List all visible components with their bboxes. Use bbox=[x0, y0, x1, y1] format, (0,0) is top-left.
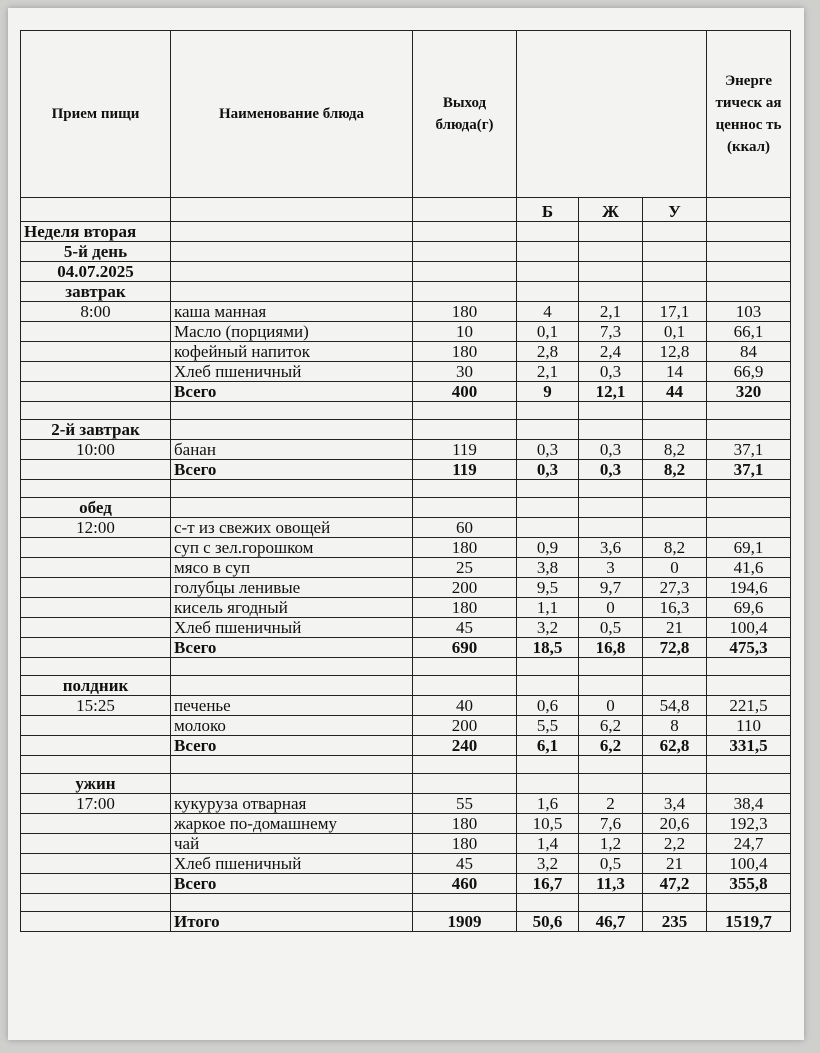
total-u: 72,8 bbox=[643, 638, 707, 658]
empty-cell bbox=[21, 480, 171, 498]
dish-dish: Хлеб пшеничный bbox=[171, 854, 413, 874]
dish-b bbox=[517, 518, 579, 538]
total-zh: 0,3 bbox=[579, 460, 643, 480]
meal-time: 17:00 bbox=[21, 794, 171, 814]
empty-cell bbox=[707, 676, 791, 696]
total-label: Всего bbox=[171, 382, 413, 402]
empty-cell bbox=[579, 676, 643, 696]
dish-kcal: 100,4 bbox=[707, 854, 791, 874]
dish-dish: жаркое по-домашнему bbox=[171, 814, 413, 834]
meal-name-row bbox=[21, 420, 791, 440]
dish-zh: 2 bbox=[579, 794, 643, 814]
empty-cell bbox=[21, 736, 171, 756]
date-row bbox=[21, 262, 791, 282]
total-kcal: 320 bbox=[707, 382, 791, 402]
grand-total-zh: 46,7 bbox=[579, 912, 643, 932]
header-energy: Энерге тическ ая ценнос ть (ккал) bbox=[707, 31, 791, 198]
total-b: 18,5 bbox=[517, 638, 579, 658]
dish-row bbox=[21, 834, 791, 854]
dish-b: 3,2 bbox=[517, 618, 579, 638]
dish-u bbox=[643, 518, 707, 538]
dish-row bbox=[21, 794, 791, 814]
dish-u: 14 bbox=[643, 362, 707, 382]
dish-zh: 3,6 bbox=[579, 538, 643, 558]
dish-kcal: 192,3 bbox=[707, 814, 791, 834]
empty-cell bbox=[643, 894, 707, 912]
empty-cell bbox=[413, 676, 517, 696]
dish-b: 0,6 bbox=[517, 696, 579, 716]
dish-zh: 7,6 bbox=[579, 814, 643, 834]
dish-b: 2,8 bbox=[517, 342, 579, 362]
dish-yield: 180 bbox=[413, 598, 517, 618]
empty-cell bbox=[21, 342, 171, 362]
dish-row bbox=[21, 558, 791, 578]
meal-time: 12:00 bbox=[21, 518, 171, 538]
dish-dish: мясо в суп bbox=[171, 558, 413, 578]
total-u: 62,8 bbox=[643, 736, 707, 756]
dish-dish: Хлеб пшеничный bbox=[171, 618, 413, 638]
empty-cell bbox=[517, 420, 579, 440]
empty-cell bbox=[707, 658, 791, 676]
dish-row bbox=[21, 440, 791, 460]
dish-kcal: 100,4 bbox=[707, 618, 791, 638]
dish-b: 5,5 bbox=[517, 716, 579, 736]
dish-dish: банан bbox=[171, 440, 413, 460]
empty-cell bbox=[643, 480, 707, 498]
empty-cell bbox=[21, 834, 171, 854]
total-b: 0,3 bbox=[517, 460, 579, 480]
grand-total-b: 50,6 bbox=[517, 912, 579, 932]
empty-cell bbox=[21, 382, 171, 402]
total-kcal: 475,3 bbox=[707, 638, 791, 658]
total-row bbox=[21, 874, 791, 894]
dish-u: 17,1 bbox=[643, 302, 707, 322]
dish-yield: 55 bbox=[413, 794, 517, 814]
grand-total-kcal: 1519,7 bbox=[707, 912, 791, 932]
week-label: Неделя вторая bbox=[21, 222, 171, 242]
dish-row bbox=[21, 854, 791, 874]
grand-total-label: Итого bbox=[171, 912, 413, 932]
empty-cell bbox=[21, 716, 171, 736]
subheader-blank bbox=[413, 198, 517, 222]
empty-cell bbox=[579, 658, 643, 676]
empty-cell bbox=[579, 282, 643, 302]
dish-kcal: 66,1 bbox=[707, 322, 791, 342]
empty-cell bbox=[171, 420, 413, 440]
empty-cell bbox=[21, 756, 171, 774]
total-row bbox=[21, 638, 791, 658]
dish-b: 0,9 bbox=[517, 538, 579, 558]
total-b: 6,1 bbox=[517, 736, 579, 756]
dish-row bbox=[21, 598, 791, 618]
meal-name-row bbox=[21, 676, 791, 696]
total-zh: 12,1 bbox=[579, 382, 643, 402]
dish-b: 3,8 bbox=[517, 558, 579, 578]
empty-cell bbox=[21, 558, 171, 578]
empty-cell bbox=[21, 854, 171, 874]
total-kcal: 355,8 bbox=[707, 874, 791, 894]
total-b: 9 bbox=[517, 382, 579, 402]
total-label: Всего bbox=[171, 460, 413, 480]
dish-dish: Масло (порциями) bbox=[171, 322, 413, 342]
meal-name-row bbox=[21, 774, 791, 794]
empty-cell bbox=[171, 756, 413, 774]
dish-dish: каша манная bbox=[171, 302, 413, 322]
empty-cell bbox=[21, 578, 171, 598]
meal-name: 2-й завтрак bbox=[21, 420, 171, 440]
empty-cell bbox=[643, 402, 707, 420]
empty-cell bbox=[517, 402, 579, 420]
dish-dish: чай bbox=[171, 834, 413, 854]
total-yield: 119 bbox=[413, 460, 517, 480]
dish-yield: 180 bbox=[413, 538, 517, 558]
dish-zh: 0,5 bbox=[579, 854, 643, 874]
subheader-blank bbox=[171, 198, 413, 222]
empty-cell bbox=[643, 420, 707, 440]
blank-row bbox=[21, 480, 791, 498]
grand-total-u: 235 bbox=[643, 912, 707, 932]
meal-name: ужин bbox=[21, 774, 171, 794]
dish-u: 20,6 bbox=[643, 814, 707, 834]
dish-zh: 0,3 bbox=[579, 440, 643, 460]
dish-row bbox=[21, 538, 791, 558]
empty-cell bbox=[517, 676, 579, 696]
empty-cell bbox=[643, 756, 707, 774]
dish-row bbox=[21, 362, 791, 382]
empty-cell bbox=[21, 638, 171, 658]
dish-row bbox=[21, 518, 791, 538]
dish-u: 8,2 bbox=[643, 440, 707, 460]
empty-cell bbox=[21, 538, 171, 558]
empty-cell bbox=[21, 402, 171, 420]
empty-cell bbox=[413, 658, 517, 676]
dish-row bbox=[21, 618, 791, 638]
total-b: 16,7 bbox=[517, 874, 579, 894]
dish-b: 2,1 bbox=[517, 362, 579, 382]
dish-u: 21 bbox=[643, 618, 707, 638]
empty-cell bbox=[517, 282, 579, 302]
header-nutrients bbox=[517, 31, 707, 198]
empty-cell bbox=[579, 498, 643, 518]
total-u: 47,2 bbox=[643, 874, 707, 894]
dish-u: 16,3 bbox=[643, 598, 707, 618]
dish-kcal: 110 bbox=[707, 716, 791, 736]
total-yield: 460 bbox=[413, 874, 517, 894]
meal-name: полдник bbox=[21, 676, 171, 696]
dish-yield: 40 bbox=[413, 696, 517, 716]
dish-b: 0,3 bbox=[517, 440, 579, 460]
empty-cell bbox=[643, 658, 707, 676]
empty-cell bbox=[413, 498, 517, 518]
dish-dish: кисель ягодный bbox=[171, 598, 413, 618]
empty-cell bbox=[171, 402, 413, 420]
empty-cell bbox=[413, 774, 517, 794]
dish-b: 4 bbox=[517, 302, 579, 322]
meal-time: 10:00 bbox=[21, 440, 171, 460]
empty-cell bbox=[21, 618, 171, 638]
total-u: 8,2 bbox=[643, 460, 707, 480]
subheader-blank bbox=[707, 198, 791, 222]
subheader-blank bbox=[21, 198, 171, 222]
total-kcal: 331,5 bbox=[707, 736, 791, 756]
empty-cell bbox=[21, 460, 171, 480]
empty-cell bbox=[643, 774, 707, 794]
total-label: Всего bbox=[171, 638, 413, 658]
dish-u: 0,1 bbox=[643, 322, 707, 342]
dish-u: 12,8 bbox=[643, 342, 707, 362]
dish-zh: 2,4 bbox=[579, 342, 643, 362]
dish-yield: 180 bbox=[413, 834, 517, 854]
grand-total-row bbox=[21, 912, 791, 932]
dish-dish: Хлеб пшеничный bbox=[171, 362, 413, 382]
dish-kcal: 38,4 bbox=[707, 794, 791, 814]
dish-kcal: 84 bbox=[707, 342, 791, 362]
menu-sheet bbox=[8, 8, 804, 1040]
dish-yield: 60 bbox=[413, 518, 517, 538]
dish-zh: 0 bbox=[579, 696, 643, 716]
subheader-row bbox=[21, 198, 791, 222]
empty-cell bbox=[21, 658, 171, 676]
dish-row bbox=[21, 716, 791, 736]
dish-zh: 6,2 bbox=[579, 716, 643, 736]
dish-dish: печенье bbox=[171, 696, 413, 716]
empty-cell bbox=[413, 480, 517, 498]
blank-row bbox=[21, 894, 791, 912]
empty-cell bbox=[643, 498, 707, 518]
dish-b: 1,1 bbox=[517, 598, 579, 618]
dish-zh: 0,3 bbox=[579, 362, 643, 382]
empty-cell bbox=[21, 894, 171, 912]
dish-yield: 45 bbox=[413, 618, 517, 638]
empty-cell bbox=[517, 658, 579, 676]
empty-cell bbox=[171, 480, 413, 498]
empty-cell bbox=[413, 282, 517, 302]
day-row bbox=[21, 242, 791, 262]
total-yield: 240 bbox=[413, 736, 517, 756]
empty-cell bbox=[171, 894, 413, 912]
subheader-b: Б bbox=[517, 198, 579, 222]
meal-name: обед bbox=[21, 498, 171, 518]
dish-row bbox=[21, 578, 791, 598]
dish-kcal: 194,6 bbox=[707, 578, 791, 598]
dish-b: 9,5 bbox=[517, 578, 579, 598]
dish-b: 1,6 bbox=[517, 794, 579, 814]
empty-cell bbox=[517, 498, 579, 518]
total-zh: 11,3 bbox=[579, 874, 643, 894]
dish-dish: голубцы ленивые bbox=[171, 578, 413, 598]
dish-u: 21 bbox=[643, 854, 707, 874]
meal-time: 8:00 bbox=[21, 302, 171, 322]
dish-u: 27,3 bbox=[643, 578, 707, 598]
total-zh: 16,8 bbox=[579, 638, 643, 658]
empty-cell bbox=[21, 362, 171, 382]
day-label: 5-й день bbox=[21, 242, 171, 262]
empty-cell bbox=[171, 498, 413, 518]
empty-cell bbox=[707, 480, 791, 498]
dish-u: 2,2 bbox=[643, 834, 707, 854]
dish-zh: 2,1 bbox=[579, 302, 643, 322]
subheader-zh: Ж bbox=[579, 198, 643, 222]
dish-zh: 1,2 bbox=[579, 834, 643, 854]
empty-cell bbox=[21, 814, 171, 834]
dish-u: 54,8 bbox=[643, 696, 707, 716]
empty-cell bbox=[517, 480, 579, 498]
meal-time: 15:25 bbox=[21, 696, 171, 716]
total-yield: 690 bbox=[413, 638, 517, 658]
dish-yield: 30 bbox=[413, 362, 517, 382]
total-label: Всего bbox=[171, 736, 413, 756]
empty-cell bbox=[579, 756, 643, 774]
header-yield: Выход блюда(г) bbox=[413, 31, 517, 198]
empty-cell bbox=[21, 912, 171, 932]
empty-cell bbox=[707, 420, 791, 440]
dish-u: 0 bbox=[643, 558, 707, 578]
blank-row bbox=[21, 658, 791, 676]
total-row bbox=[21, 736, 791, 756]
empty-cell bbox=[517, 756, 579, 774]
total-yield: 400 bbox=[413, 382, 517, 402]
empty-cell bbox=[579, 774, 643, 794]
empty-cell bbox=[579, 402, 643, 420]
empty-cell bbox=[643, 282, 707, 302]
empty-cell bbox=[21, 322, 171, 342]
empty-cell bbox=[579, 480, 643, 498]
meal-name: завтрак bbox=[21, 282, 171, 302]
blank-row bbox=[21, 756, 791, 774]
dish-dish: кукуруза отварная bbox=[171, 794, 413, 814]
empty-cell bbox=[413, 894, 517, 912]
dish-kcal: 24,7 bbox=[707, 834, 791, 854]
dish-zh bbox=[579, 518, 643, 538]
empty-cell bbox=[413, 756, 517, 774]
dish-yield: 180 bbox=[413, 302, 517, 322]
dish-dish: молоко bbox=[171, 716, 413, 736]
dish-kcal: 66,9 bbox=[707, 362, 791, 382]
dish-yield: 180 bbox=[413, 342, 517, 362]
dish-b: 1,4 bbox=[517, 834, 579, 854]
total-row bbox=[21, 382, 791, 402]
dish-yield: 200 bbox=[413, 578, 517, 598]
empty-cell bbox=[171, 774, 413, 794]
header-row bbox=[21, 31, 791, 198]
dish-yield: 200 bbox=[413, 716, 517, 736]
empty-cell bbox=[21, 598, 171, 618]
subheader-u: У bbox=[643, 198, 707, 222]
blank-row bbox=[21, 402, 791, 420]
dish-b: 3,2 bbox=[517, 854, 579, 874]
dish-u: 3,4 bbox=[643, 794, 707, 814]
empty-cell bbox=[517, 774, 579, 794]
dish-u: 8,2 bbox=[643, 538, 707, 558]
empty-cell bbox=[21, 874, 171, 894]
meal-name-row bbox=[21, 282, 791, 302]
total-label: Всего bbox=[171, 874, 413, 894]
empty-cell bbox=[171, 658, 413, 676]
dish-kcal: 37,1 bbox=[707, 440, 791, 460]
empty-cell bbox=[413, 420, 517, 440]
empty-cell bbox=[707, 756, 791, 774]
dish-kcal bbox=[707, 518, 791, 538]
total-kcal: 37,1 bbox=[707, 460, 791, 480]
empty-cell bbox=[707, 282, 791, 302]
grand-total-yield: 1909 bbox=[413, 912, 517, 932]
total-row bbox=[21, 460, 791, 480]
dish-dish: кофейный напиток bbox=[171, 342, 413, 362]
meal-name-row bbox=[21, 498, 791, 518]
empty-cell bbox=[517, 894, 579, 912]
dish-zh: 3 bbox=[579, 558, 643, 578]
dish-kcal: 69,1 bbox=[707, 538, 791, 558]
dish-kcal: 103 bbox=[707, 302, 791, 322]
dish-zh: 9,7 bbox=[579, 578, 643, 598]
empty-cell bbox=[707, 498, 791, 518]
dish-yield: 45 bbox=[413, 854, 517, 874]
menu-table bbox=[20, 30, 791, 932]
dish-yield: 25 bbox=[413, 558, 517, 578]
dish-zh: 0 bbox=[579, 598, 643, 618]
empty-cell bbox=[413, 402, 517, 420]
dish-yield: 180 bbox=[413, 814, 517, 834]
dish-yield: 10 bbox=[413, 322, 517, 342]
dish-u: 8 bbox=[643, 716, 707, 736]
empty-cell bbox=[171, 676, 413, 696]
dish-kcal: 221,5 bbox=[707, 696, 791, 716]
dish-row bbox=[21, 322, 791, 342]
dish-dish: с-т из свежих овощей bbox=[171, 518, 413, 538]
dish-row bbox=[21, 814, 791, 834]
dish-row bbox=[21, 696, 791, 716]
dish-zh: 0,5 bbox=[579, 618, 643, 638]
dish-row bbox=[21, 342, 791, 362]
dish-row bbox=[21, 302, 791, 322]
dish-dish: суп с зел.горошком bbox=[171, 538, 413, 558]
dish-b: 10,5 bbox=[517, 814, 579, 834]
empty-cell bbox=[579, 420, 643, 440]
empty-cell bbox=[171, 282, 413, 302]
header-meal: Прием пищи bbox=[21, 31, 171, 198]
total-zh: 6,2 bbox=[579, 736, 643, 756]
empty-cell bbox=[707, 774, 791, 794]
empty-cell bbox=[707, 894, 791, 912]
dish-b: 0,1 bbox=[517, 322, 579, 342]
empty-cell bbox=[707, 402, 791, 420]
dish-zh: 7,3 bbox=[579, 322, 643, 342]
dish-yield: 119 bbox=[413, 440, 517, 460]
date-label: 04.07.2025 bbox=[21, 262, 171, 282]
week-row bbox=[21, 222, 791, 242]
empty-cell bbox=[643, 676, 707, 696]
dish-kcal: 69,6 bbox=[707, 598, 791, 618]
header-dish: Наименование блюда bbox=[171, 31, 413, 198]
total-u: 44 bbox=[643, 382, 707, 402]
dish-kcal: 41,6 bbox=[707, 558, 791, 578]
empty-cell bbox=[579, 894, 643, 912]
